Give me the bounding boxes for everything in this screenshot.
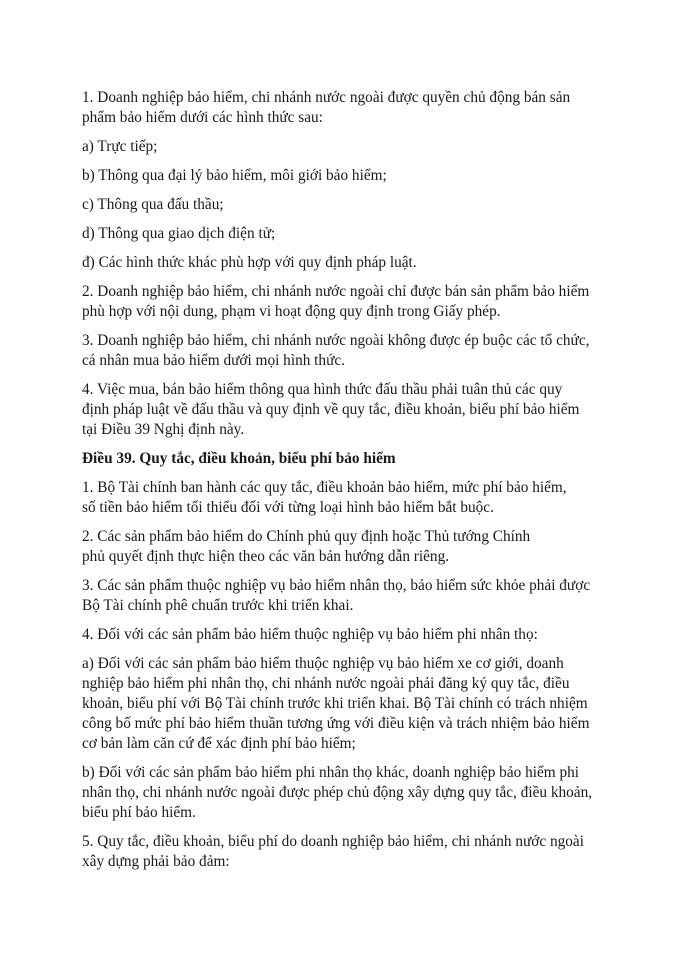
text-line: b) Thông qua đại lý bảo hiểm, môi giới bảo hiểm;	[82, 167, 387, 184]
text-line: cá nhân mua bảo hiểm dưới mọi hình thức.	[82, 352, 345, 369]
text-line: nghiệp bảo hiểm phi nhân thọ, chi nhánh nước ngoài phải đăng ký quy tắc, điều	[82, 675, 570, 692]
text-line: định pháp luật về đấu thầu và quy định về quy tắc, điều khoản, biểu phí bảo hiểm	[82, 401, 580, 418]
text-line: 1. Doanh nghiệp bảo hiểm, chi nhánh nước ngoài được quyền chủ động bán sản	[82, 89, 571, 106]
paragraph	[82, 282, 627, 322]
text-line: số tiền bảo hiểm tối thiểu đối với từng loại hình bảo hiểm bắt buộc.	[82, 499, 494, 516]
text-line: phù hợp với nội dung, phạm vi hoạt động quy định trong Giấy phép.	[82, 303, 501, 320]
text-line: Điều 39. Quy tắc, điều khoản, biểu phí bảo hiểm	[82, 450, 396, 467]
text-line: d) Thông qua giao dịch điện tử;	[82, 225, 276, 242]
text-line: công bố mức phí bảo hiểm thuần tương ứng với điều kiện và trách nhiệm bảo hiểm	[82, 715, 590, 732]
paragraph	[82, 527, 627, 567]
paragraph	[82, 137, 627, 157]
paragraph	[82, 763, 627, 823]
text-line: xây dựng phải bảo đảm:	[82, 853, 230, 870]
paragraph	[82, 576, 627, 616]
article-heading	[82, 449, 627, 469]
text-line: 2. Các sản phẩm bảo hiểm do Chính phủ quy định hoặc Thủ tướng Chính	[82, 528, 531, 545]
text-line: tại Điều 39 Nghị định này.	[82, 421, 245, 438]
text-line: phủ quyết định thực hiện theo các văn bản hướng dẫn riêng.	[82, 548, 450, 565]
paragraph	[82, 832, 627, 872]
paragraph	[82, 253, 627, 273]
document-page	[82, 88, 627, 881]
paragraph	[82, 380, 627, 440]
text-line: 4. Đối với các sản phẩm bảo hiểm thuộc nghiệp vụ bảo hiểm phi nhân thọ:	[82, 626, 538, 643]
paragraph	[82, 331, 627, 371]
text-line: đ) Các hình thức khác phù hợp với quy định pháp luật.	[82, 254, 417, 271]
paragraph	[82, 654, 627, 754]
text-line: 3. Doanh nghiệp bảo hiểm, chi nhánh nước ngoài không được ép buộc các tổ chức,	[82, 332, 590, 349]
text-line: 1. Bộ Tài chính ban hành các quy tắc, điều khoản bảo hiểm, mức phí bảo hiểm,	[82, 479, 567, 496]
paragraph	[82, 88, 627, 128]
text-line: 3. Các sản phẩm thuộc nghiệp vụ bảo hiểm nhân thọ, bảo hiểm sức khỏe phải được	[82, 577, 591, 594]
paragraph	[82, 195, 627, 215]
text-line: 2. Doanh nghiệp bảo hiểm, chi nhánh nước ngoài chỉ được bán sản phẩm bảo hiểm	[82, 283, 590, 300]
text-line: 4. Việc mua, bán bảo hiểm thông qua hình thức đấu thầu phải tuân thủ các quy	[82, 381, 563, 398]
paragraph	[82, 224, 627, 244]
text-line: nhân thọ, chi nhánh nước ngoài được phép chủ động xây dựng quy tắc, điều khoản,	[82, 784, 593, 801]
text-line: cơ bản làm căn cứ để xác định phí bảo hiểm;	[82, 735, 356, 752]
text-line: khoản, biểu phí với Bộ Tài chính trước khi triển khai. Bộ Tài chính có trách nhiệm	[82, 695, 588, 712]
text-line: 5. Quy tắc, điều khoản, biểu phí do doanh nghiệp bảo hiểm, chi nhánh nước ngoài	[82, 833, 584, 850]
text-line: biểu phí bảo hiểm.	[82, 804, 196, 821]
paragraph	[82, 166, 627, 186]
text-line: phẩm bảo hiểm dưới các hình thức sau:	[82, 109, 323, 126]
text-line: c) Thông qua đấu thầu;	[82, 196, 224, 213]
text-line: Bộ Tài chính phê chuẩn trước khi triển khai.	[82, 597, 354, 614]
paragraph	[82, 478, 627, 518]
text-line: b) Đối với các sản phẩm bảo hiểm phi nhân thọ khác, doanh nghiệp bảo hiểm phi	[82, 764, 580, 781]
paragraph	[82, 625, 627, 645]
text-line: a) Đối với các sản phẩm bảo hiểm thuộc nghiệp vụ bảo hiểm xe cơ giới, doanh	[82, 655, 564, 672]
text-line: a) Trực tiếp;	[82, 138, 158, 155]
